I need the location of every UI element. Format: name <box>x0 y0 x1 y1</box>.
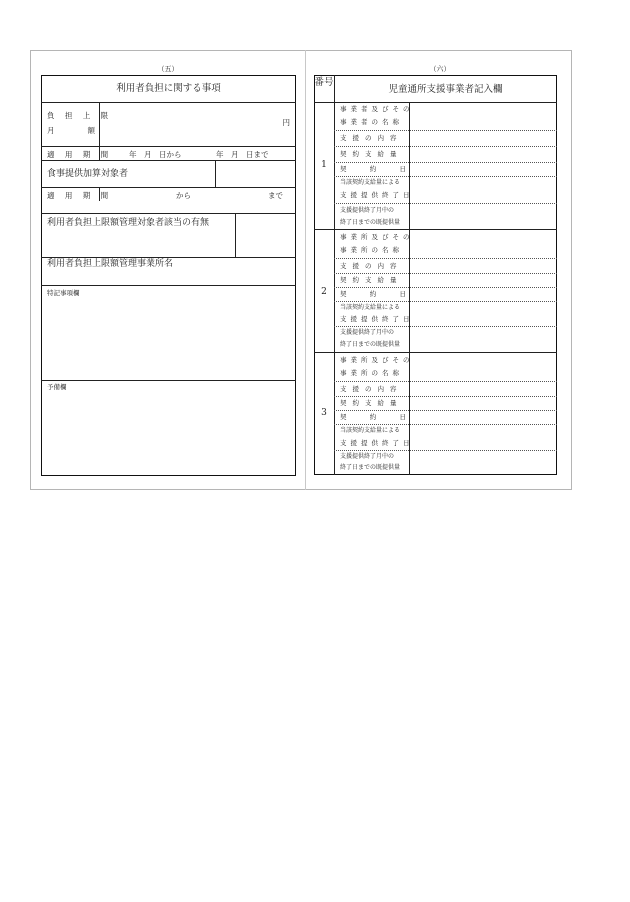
notes-label: 特記事項欄 <box>47 289 80 297</box>
limit-label-1: 負 担 上 限 <box>47 111 113 120</box>
divider <box>334 381 557 382</box>
divider <box>41 380 296 381</box>
provider-title: 児童通所支援事業者記入欄 <box>388 84 503 95</box>
support-label-2: 支援の内容 <box>340 262 403 270</box>
divider <box>334 273 557 274</box>
usage-label-1b: 終了日までの既提供量 <box>340 219 401 226</box>
divider <box>215 160 216 187</box>
period-label-2: 適 用 期 間 <box>47 191 113 200</box>
divider <box>334 287 557 288</box>
limit-label-2: 月 額 <box>47 126 95 135</box>
page-label-6: （六） <box>429 65 451 73</box>
office-label-2a: 事業所及びその <box>340 233 414 241</box>
divider <box>99 187 100 201</box>
period-to: 年 月 日まで <box>216 150 269 159</box>
office-label-3a: 事業所及びその <box>340 356 414 364</box>
period-from: 年 月 日から <box>129 150 182 159</box>
divider <box>334 75 335 475</box>
usage-label-2b: 終了日までの既提供量 <box>340 341 401 348</box>
number-header: 番号 <box>314 77 334 88</box>
meal-label: 食事提供加算対象者 <box>47 169 129 179</box>
end-label-1b: 支援提供終了日 <box>340 191 414 199</box>
contract-amount-label-1: 契約支給量 <box>340 150 403 158</box>
divider <box>314 229 557 230</box>
reserve-label: 予備欄 <box>47 383 67 391</box>
divider <box>334 450 557 451</box>
divider <box>99 102 100 146</box>
contract-amount-label-2: 契約支給量 <box>340 276 403 284</box>
divider <box>334 162 557 163</box>
divider <box>409 102 410 475</box>
end-label-3b: 支援提供終了日 <box>340 439 414 447</box>
end-label-1a: 当該契約支給量による <box>340 179 401 186</box>
divider <box>41 102 296 103</box>
divider <box>334 326 557 327</box>
office-label-1b: 事業者の名称 <box>340 118 403 126</box>
yen-unit: 円 <box>282 118 290 127</box>
support-label-3: 支援の内容 <box>340 385 403 393</box>
contract-date-label-1: 契約日 <box>340 165 406 173</box>
row-number-1: 1 <box>321 160 327 170</box>
usage-label-3a: 支援提供終了月中の <box>340 453 395 460</box>
divider <box>334 176 557 177</box>
divider <box>334 410 557 411</box>
office-label-3b: 事業所の名称 <box>340 369 403 377</box>
divider <box>334 424 557 425</box>
usage-label-3b: 終了日までの既提供量 <box>340 464 401 471</box>
page-label-5: （五） <box>157 65 179 73</box>
divider <box>99 146 100 160</box>
divider <box>41 146 296 147</box>
contract-date-label-3: 契約日 <box>340 413 406 421</box>
divider <box>41 285 296 286</box>
mgmt-office-label: 利用者負担上限額管理事業所名 <box>47 259 174 269</box>
divider <box>334 146 557 147</box>
period-kara: から <box>176 191 191 200</box>
divider <box>334 130 557 131</box>
user-burden-table <box>41 75 296 476</box>
divider <box>334 203 557 204</box>
office-label-1a: 事業者及びその <box>340 105 414 113</box>
divider <box>334 258 557 259</box>
divider <box>314 352 557 353</box>
user-burden-title: 利用者負担に関する事項 <box>116 83 221 94</box>
divider <box>334 301 557 302</box>
divider <box>41 160 296 161</box>
office-label-2b: 事業所の名称 <box>340 246 403 254</box>
center-fold-line <box>305 50 306 490</box>
period-label: 適 用 期 間 <box>47 150 113 159</box>
end-label-2b: 支援提供終了日 <box>340 315 414 323</box>
end-label-3a: 当該契約支給量による <box>340 427 401 434</box>
usage-label-2a: 支援提供終了月中の <box>340 329 395 336</box>
divider <box>41 213 296 214</box>
contract-date-label-2: 契約日 <box>340 290 406 298</box>
divider <box>41 187 296 188</box>
usage-label-1a: 支援提供終了月中の <box>340 207 395 214</box>
period-made: まで <box>268 191 283 200</box>
divider <box>314 102 557 103</box>
support-label-1: 支援の内容 <box>340 134 403 142</box>
end-label-2a: 当該契約支給量による <box>340 304 401 311</box>
contract-amount-label-3: 契約支給量 <box>340 399 403 407</box>
divider <box>334 396 557 397</box>
divider <box>41 257 296 258</box>
row-number-3: 3 <box>321 408 327 418</box>
divider <box>235 213 236 257</box>
mgmt-target-label: 利用者負担上限額管理対象者該当の有無 <box>47 218 210 228</box>
row-number-2: 2 <box>321 287 327 297</box>
